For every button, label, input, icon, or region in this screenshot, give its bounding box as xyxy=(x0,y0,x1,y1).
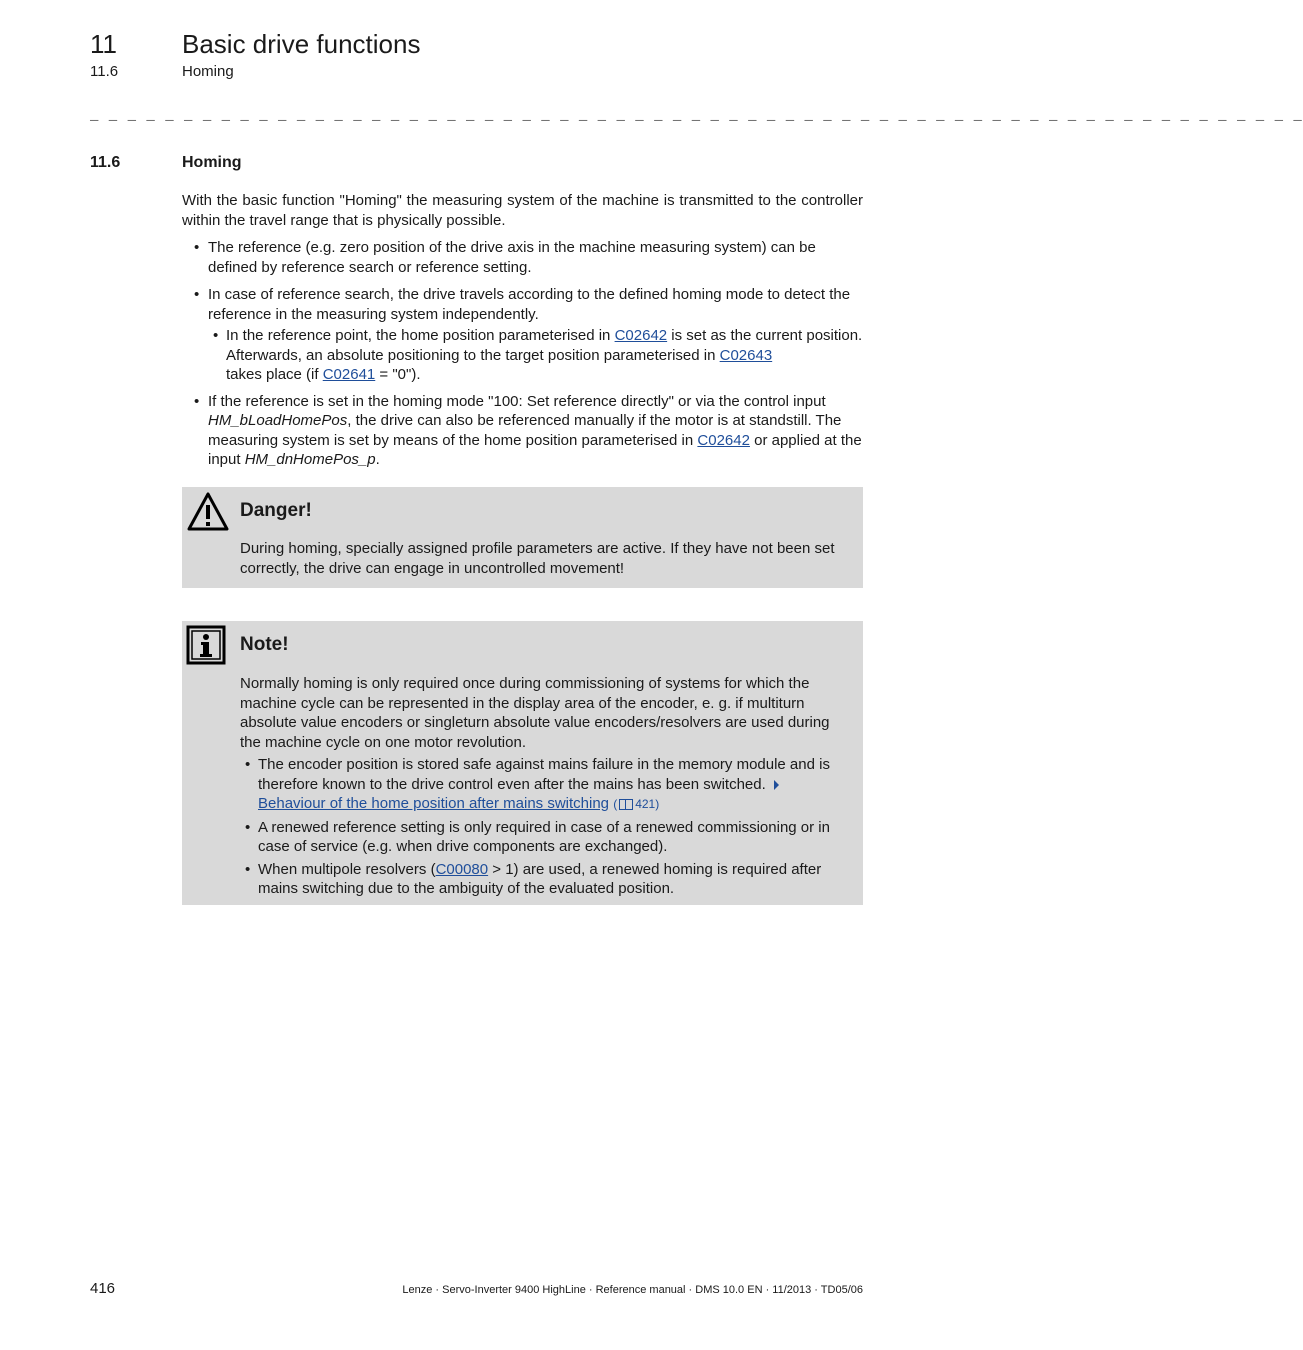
header-divider: _ _ _ _ _ _ _ _ _ _ _ _ _ _ _ _ _ _ _ _ _ _ _ _ _ _ _ _ _ _ _ _ _ _ _ _ _ _ _ _ _ _ _ _ _ _ _ _ _ _ _ _ _ _ _ _ _ _ _ _ _ _ _ _ _ xyxy=(90,108,1303,124)
footer-doc-info: Lenze · Servo-Inverter 9400 HighLine · Reference manual · DMS 10.0 EN · 11/2013 · TD05/06 xyxy=(402,1284,863,1296)
warning-triangle-icon xyxy=(186,491,230,533)
sub-list-item xyxy=(208,326,863,385)
note-item-text: > 1) are used, a renewed homing is required after mains switching due to the ambiguity of the evaluated position. xyxy=(258,860,822,897)
danger-box xyxy=(182,487,863,588)
bullet-text: . xyxy=(375,451,380,468)
note-list-item xyxy=(240,755,846,815)
list-item xyxy=(182,392,863,470)
bullet-text: In case of reference search, the drive travels according to the defined homing mode to detect the reference in the measuring system independently. xyxy=(208,286,851,323)
signal-name: HM_dnHomePos_p xyxy=(244,451,376,468)
note-list-item xyxy=(240,860,846,899)
c02641-link[interactable]: C02641 xyxy=(322,366,376,383)
note-list-item xyxy=(240,818,846,857)
danger-body xyxy=(240,539,846,578)
page-reference-number: 421) xyxy=(635,797,660,811)
c02642-link[interactable]: C02642 xyxy=(614,327,668,344)
danger-title: Danger! xyxy=(240,500,312,521)
note-text: Normally homing is only required once during commissioning of systems for which the machine cycle can be represented in the display area of the encoder, e. g. if multiturn absolute value encoders or singleturn absolute value encoders/resolvers are used during the machine cycle on one motor revolution. xyxy=(240,675,830,751)
intro-paragraph: With the basic function "Homing" the measuring system of the machine is transmitted to the controller within the travel range that is physically possible. xyxy=(182,192,863,229)
note-list xyxy=(240,755,846,899)
chapter-number: 11 xyxy=(90,29,117,59)
c02643-link[interactable]: C02643 xyxy=(719,346,773,364)
list-item xyxy=(182,285,863,385)
book-icon xyxy=(619,799,633,810)
bullet-text: The reference (e.g. zero position of the drive axis in the machine measuring system) can be defined by reference search or reference setting. xyxy=(208,239,816,276)
home-position-mains-link[interactable]: Behaviour of the home position after mains switching xyxy=(258,795,610,812)
note-title: Note! xyxy=(240,634,289,655)
sub-bullet-text: is set as the current position. Afterwards, an absolute positioning to the target position parameterised in xyxy=(226,327,863,364)
page-number: 416 xyxy=(90,1280,116,1297)
bullet-list xyxy=(182,238,863,470)
c00080-link[interactable]: C00080 xyxy=(435,860,489,878)
note-item-text: The encoder position is stored safe against mains failure in the memory module and is therefore known to the drive control even after the mains has been switched. xyxy=(258,756,830,793)
bullet-text: or applied at the input xyxy=(208,431,862,468)
triangle-right-icon xyxy=(774,780,779,790)
danger-text: During homing, specially assigned profile parameters are active. If they have not been set correctly, the drive can engage in uncontrolled movement! xyxy=(240,540,835,577)
section-body xyxy=(182,191,863,470)
note-body xyxy=(240,674,846,902)
sub-bullet-text: takes place (if xyxy=(226,366,323,383)
sub-bullet-text: = "0"). xyxy=(375,366,421,383)
section-title: Homing xyxy=(182,154,242,171)
list-item xyxy=(182,238,863,277)
c02642-link[interactable]: C02642 xyxy=(697,431,750,449)
header-section-number: 11.6 xyxy=(90,63,119,80)
info-icon xyxy=(186,625,230,667)
note-item-text: A renewed reference setting is only required in case of a renewed commissioning or in case of service (e.g. when drive components are exchanged). xyxy=(258,818,830,855)
signal-name: HM_bLoadHomePos xyxy=(208,412,348,429)
chapter-title: Basic drive functions xyxy=(182,29,421,59)
bullet-text: , the drive can also be referenced manually if the motor is at standstill. The measuring system is set by means of the home position parameterised in xyxy=(208,412,842,449)
note-box xyxy=(182,621,863,905)
header-section-title: Homing xyxy=(182,63,234,80)
note-item-text: When multipole resolvers ( xyxy=(258,860,436,878)
section-number: 11.6 xyxy=(90,154,121,171)
bullet-text: If the reference is set in the homing mode "100: Set reference directly" or via the control input xyxy=(208,392,826,410)
sub-bullet-list xyxy=(208,326,863,385)
sub-bullet-text: In the reference point, the home position parameterised in xyxy=(226,327,615,344)
page-reference-bracket: ( xyxy=(613,797,618,811)
page-reference[interactable] xyxy=(613,797,659,811)
